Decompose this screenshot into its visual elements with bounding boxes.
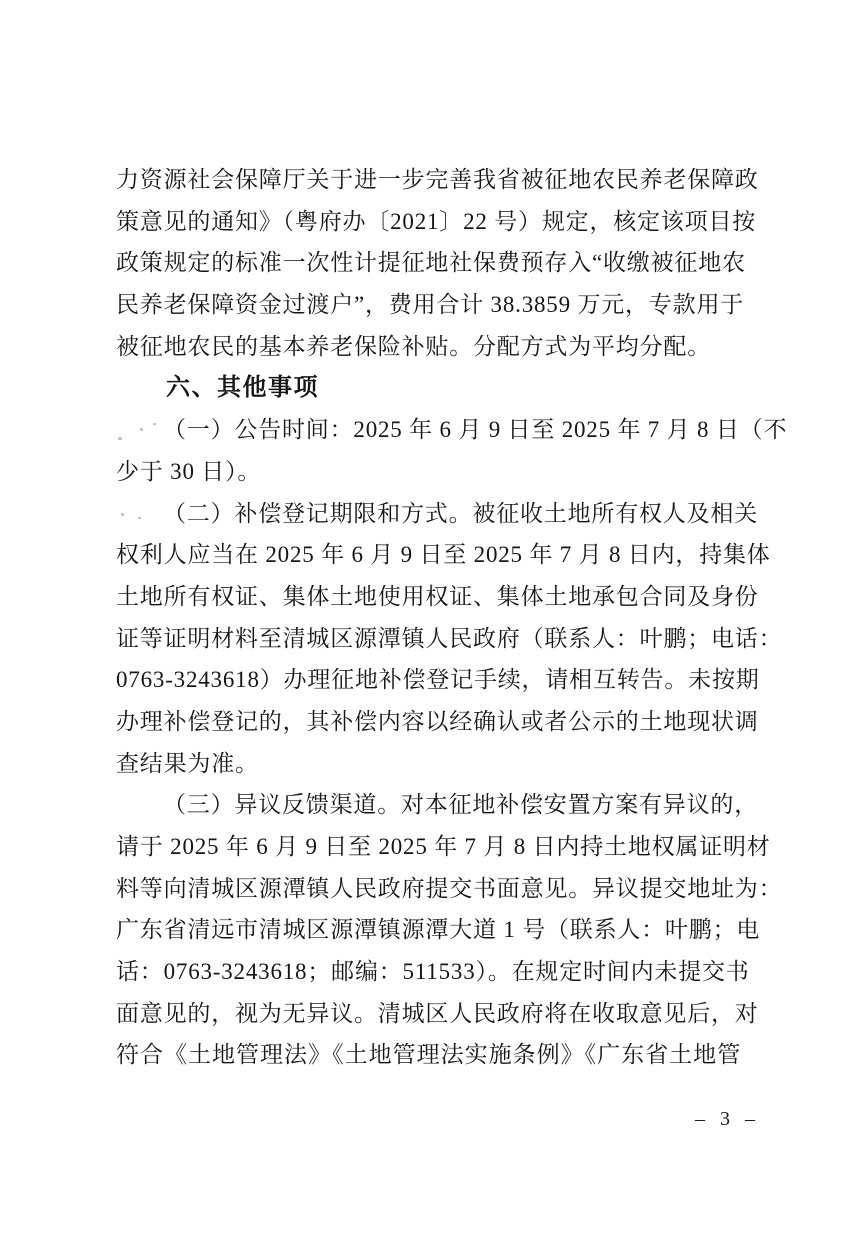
text-line: 政策规定的标准一次性计提征地社保费预存入“收缴被征地农 <box>116 250 746 276</box>
text-line: 被征地农民的基本养老保险补贴。分配方式为平均分配。 <box>116 333 711 359</box>
scan-speckle <box>118 437 122 440</box>
text-line: 力资源社会保障厅关于进一步完善我省被征地农民养老保障政 <box>116 167 759 192</box>
scan-speckle <box>138 517 141 519</box>
text-line: 民养老保障资金过渡户”，费用合计 38.3859 万元，专款用于 <box>116 292 745 318</box>
text-line: 面意见的，视为无异议。清城区人民政府将在收取意见后，对 <box>116 1000 759 1026</box>
text-line: 0763-3243618）办理征地补偿登记手续，请相互转告。未按期 <box>116 667 760 693</box>
text-line: 话：0763-3243618；邮编：511533）。在规定时间内未提交书 <box>116 959 750 985</box>
text-line: （三）异议反馈渠道。对本征地补偿安置方案有异议的， <box>163 792 758 818</box>
text-line: 符合《土地管理法》《土地管理法实施条例》《广东省土地管 <box>116 1042 741 1068</box>
text-line: （二）补偿登记期限和方式。被征收土地所有权人及相关 <box>163 500 758 526</box>
text-line: 料等向清城区源潭镇人民政府提交书面意见。异议提交地址为： <box>116 875 783 901</box>
scan-speckle <box>121 513 124 516</box>
scan-speckle <box>153 423 156 425</box>
text-line: 办理补偿登记的，其补偿内容以经确认或者公示的土地现状调 <box>116 708 759 734</box>
page-number: – 3 – <box>695 1108 757 1130</box>
text-line: 权利人应当在 2025 年 6 月 9 日至 2025 年 7 月 8 日内，持集体 <box>116 542 771 568</box>
text-line: 请于 2025 年 6 月 9 日至 2025 年 7 月 8 日内持土地权属证明材 <box>116 834 771 859</box>
scan-speckle <box>140 428 143 431</box>
section-heading: 六、其他事项 <box>166 374 319 402</box>
text-line: 少于 30 日）。 <box>116 458 262 484</box>
text-line: 策意见的通知》（粤府办〔2021〕22 号）规定，核定该项目按 <box>116 208 757 234</box>
text-line: 证等证明材料至清城区源潭镇人民政府（联系人：叶鹏；电话： <box>116 625 783 651</box>
text-line: 土地所有权证、集体土地使用权证、集体土地承包合同及身份 <box>116 583 759 609</box>
text-line: （一）公告时间：2025 年 6 月 9 日至 2025 年 7 月 8 日（不 <box>163 417 788 443</box>
text-line: 广东省清远市清城区源潭镇源潭大道 1 号（联系人：叶鹏；电 <box>116 917 761 943</box>
text-line: 查结果为准。 <box>116 750 259 776</box>
document-body <box>116 159 788 1076</box>
